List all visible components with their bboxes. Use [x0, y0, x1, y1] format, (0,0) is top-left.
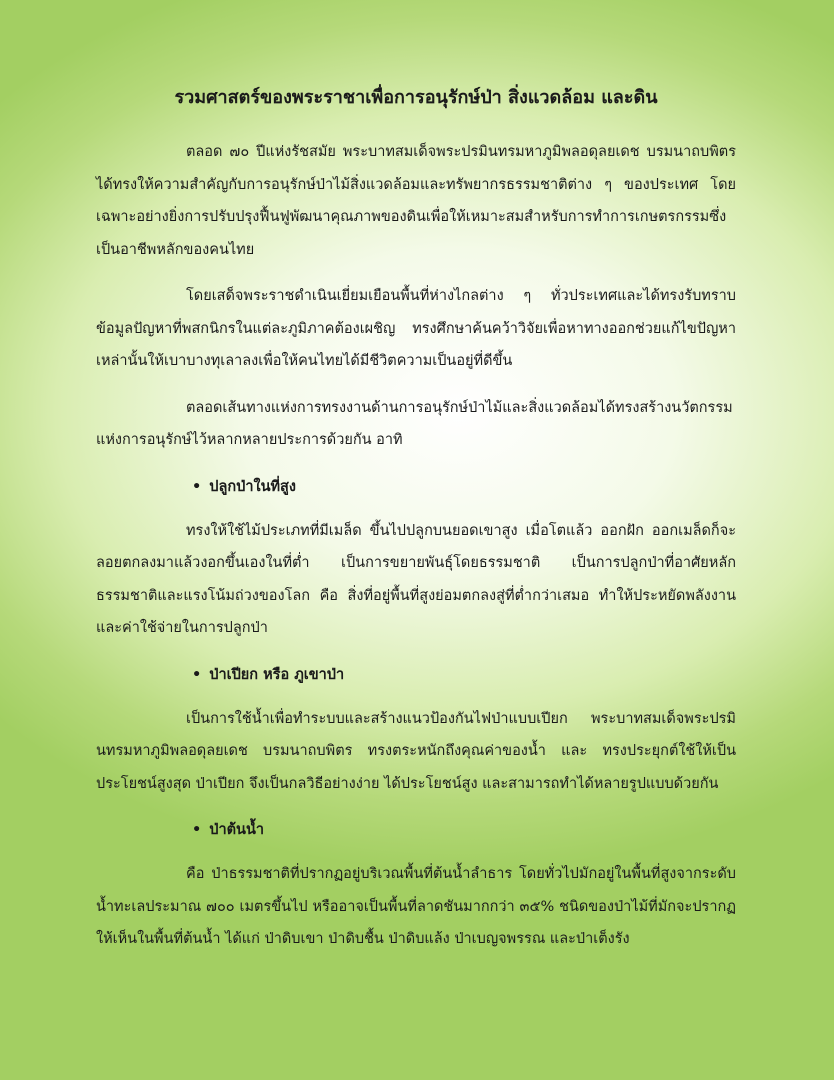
section-heading-text: ป่าต้นน้ำ — [209, 822, 265, 838]
intro-paragraph-3: ตลอดเส้นทางแห่งการทรงงานด้านการอนุรักษ์ป่าไม้และสิ่งแวดล้อมได้ทรงสร้างนวัตกรรมแห่งการอนุรักษ์ไว้หลากหลายประการด้วยกัน อาทิ — [96, 399, 733, 448]
section-heading-text: ปลูกป่าในที่สูง — [209, 478, 296, 495]
document-title: รวมศาสตร์ของพระราชาเพื่อการอนุรักษ์ป่า สิ่งแวดล้อม และดิน — [174, 87, 658, 108]
bullet-icon: • — [192, 478, 202, 495]
intro-paragraph-2: โดยเสด็จพระราชดำเนินเยี่ยมเยือนพื้นที่ห่างไกลต่าง ๆ ทั่วประเทศและได้ทรงรับทราบข้อมูลปัญหาที่พสกนิกรในแต่ละภูมิภาคต้องเผชิญ ทรงศึกษาค้นคว้าวิจัยเพื่อหาทางออกช่วยแก้ไขปัญหาเหล่านั้นให้เบาบางทุเลาลงเพื่อให้คนไทยได้มีชีวิตความเป็นอยู่ที่ดีขึ้น — [96, 288, 736, 369]
bullet-icon: • — [192, 822, 202, 838]
bullet-icon: • — [192, 666, 202, 683]
document-page — [96, 82, 736, 970]
section-heading-wet-forest — [192, 659, 736, 691]
section-heading-watershed-forest — [192, 814, 736, 846]
section-heading-text: ป่าเปียก หรือ ภูเขาป่า — [209, 666, 345, 683]
section-body-watershed-forest: คือ ป่าธรรมชาติที่ปรากฏอยู่บริเวณพื้นที่ต้นน้ำลำธาร โดยทั่วไปมักอยู่ในพื้นที่สูงจากระดับน้ำทะเลประมาณ ๗๐๐ เมตรขึ้นไป หรืออาจเป็นพื้นที่ลาดชันมากกว่า ๓๕% ชนิดของป่าไม้ที่มักจะปรากฏให้เห็นในพื้นที่ต้นน้ำ ได้แก่ ป่าดิบเขา ป่าดิบชื้น ป่าดิบแล้ง ป่าเบญจพรรณ และป่าเต็งรัง — [96, 866, 736, 947]
section-body-highland-forest: ทรงให้ใช้ไม้ประเภทที่มีเมล็ด ขึ้นไปปลูกบนยอดเขาสูง เมื่อโตแล้ว ออกฝัก ออกเมล็ดก็จะลอยตกลงมาแล้วงอกขึ้นเองในที่ต่ำ เป็นการขยายพันธุ์โดยธรรมชาติ เป็นการปลูกป่าที่อาศัยหลักธรรมชาติและแรงโน้มถ่วงของโลก คือ สิ่งที่อยู่พื้นที่สูงย่อมตกลงสู่ที่ต่ำกว่าเสมอ ทำให้ประหยัดพลังงานและค่าใช้จ่ายในการปลูกป่า — [96, 522, 736, 636]
section-heading-highland-forest — [192, 471, 736, 503]
section-body-wet-forest: เป็นการใช้น้ำเพื่อทำระบบและสร้างแนวป้องกันไฟป่าแบบเปียก พระบาทสมเด็จพระปรมินทรมหาภูมิพลอดุลยเดช บรมนาถบพิตร ทรงตระหนักถึงคุณค่าของน้ำ และ ทรงประยุกต์ใช้ให้เป็นประโยชน์สูงสุด ป่าเปียก จึงเป็นกลวิธีอย่างง่าย ได้ประโยชน์สูง และสามารถทำได้หลายรูปแบบด้วยกัน — [96, 710, 736, 792]
intro-paragraph-1: ตลอด ๗๐ ปีแห่งรัชสมัย พระบาทสมเด็จพระปรมินทรมหาภูมิพลอดุลยเดช บรมนาถบพิตร ได้ทรงให้ความสำคัญกับการอนุรักษ์ป่าไม้สิ่งแวดล้อมและทรัพยากรธรรมชาติต่าง ๆ ของประเทศ โดยเฉพาะอย่างยิ่งการปรับปรุงฟื้นฟูพัฒนาคุณภาพของดินเพื่อให้เหมาะสมสำหรับการทำการเกษตรกรรมซึ่งเป็นอาชีพหลักของคนไทย — [96, 144, 736, 258]
